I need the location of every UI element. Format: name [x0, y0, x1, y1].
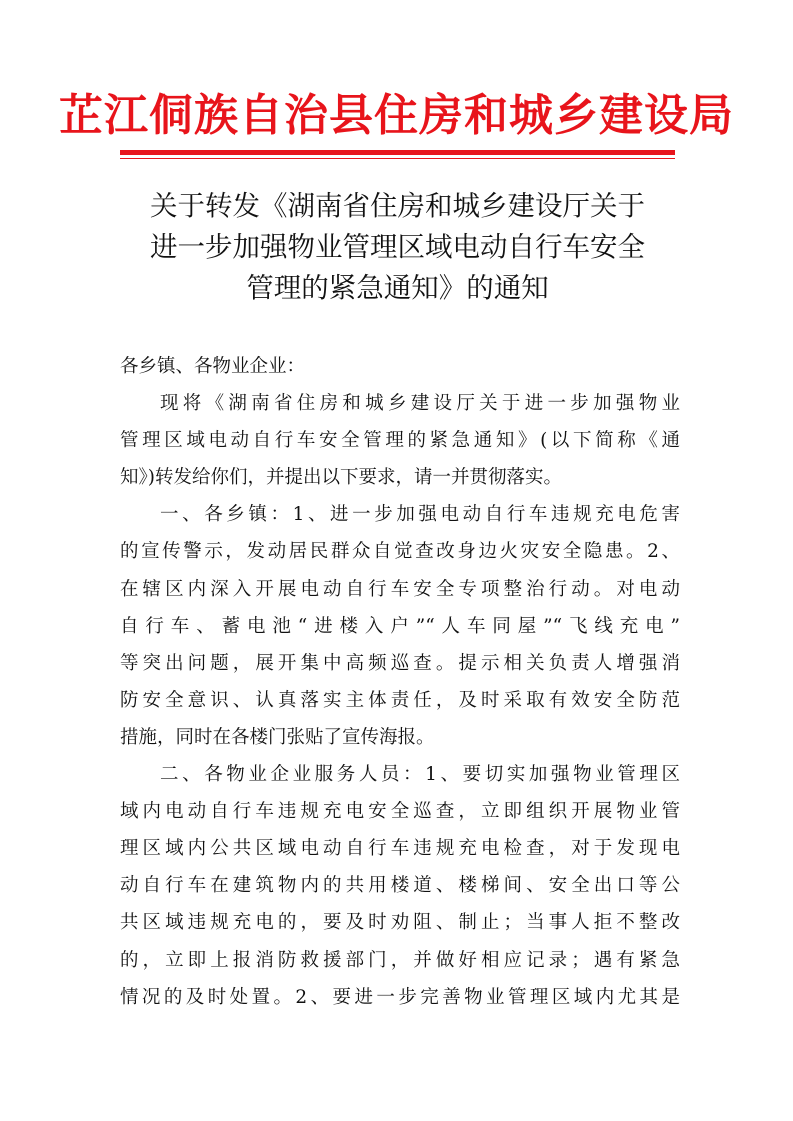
body-line: 共区域违规充电的，要及时劝阻、制止；当事人拒不整改: [120, 912, 680, 934]
agency-header: 芷江侗族自治县住房和城乡建设局: [59, 90, 734, 141]
body-line: 知》)转发给你们，并提出以下要求，请一并贯彻落实。: [120, 467, 562, 489]
title-line: 管理的紧急通知》的通知: [246, 272, 549, 304]
body-line: 情况的及时处置。2、要进一步完善物业管理区域内尤其是: [120, 986, 680, 1008]
body-line: 一、各乡镇：1、进一步加强电动自行车违规充电危害: [160, 504, 680, 526]
body-line: 现将《湖南省住房和城乡建设厅关于进一步加强物业: [160, 393, 680, 415]
body-line: 理区域内公共区域电动自行车违规充电检查，对于发现电: [120, 838, 680, 860]
body-line: 二、各物业企业服务人员：1、要切实加强物业管理区: [160, 764, 680, 786]
body-line: 的宣传警示，发动居民群众自觉查改身边火灾安全隐患。2、: [120, 541, 680, 563]
document-title: [120, 186, 675, 309]
title-line: 进一步加强物业管理区域电动自行车安全: [150, 231, 645, 263]
title-line: 关于转发《湖南省住房和城乡建设厅关于: [150, 190, 645, 222]
body-line: 自行车、蓄电池“进楼入户”“人车同屋”“飞线充电”: [120, 615, 680, 637]
body-line: 等突出问题，展开集中高频巡查。提示相关负责人增强消: [120, 652, 680, 674]
salutation: 各乡镇、各物业企业：: [120, 356, 306, 377]
body-line: 的，立即上报消防救援部门，并做好相应记录；遇有紧急: [120, 949, 680, 971]
body-line: 在辖区内深入开展电动自行车安全专项整治行动。对电动: [120, 578, 680, 600]
body-line: 防安全意识、认真落实主体责任，及时采取有效安全防范: [120, 689, 680, 711]
header-rule-thick: [120, 150, 675, 155]
body-line: 管理区域电动自行车安全管理的紧急通知》(以下简称《通: [120, 430, 680, 452]
body-line: 措施，同时在各楼门张贴了宣传海报。: [120, 726, 435, 748]
header-rule-thin: [120, 158, 675, 159]
body-line: 域内电动自行车违规充电安全巡查，立即组织开展物业管: [120, 801, 680, 823]
body-line: 动自行车在建筑物内的共用楼道、楼梯间、安全出口等公: [120, 875, 680, 897]
document-body: [120, 348, 680, 1016]
